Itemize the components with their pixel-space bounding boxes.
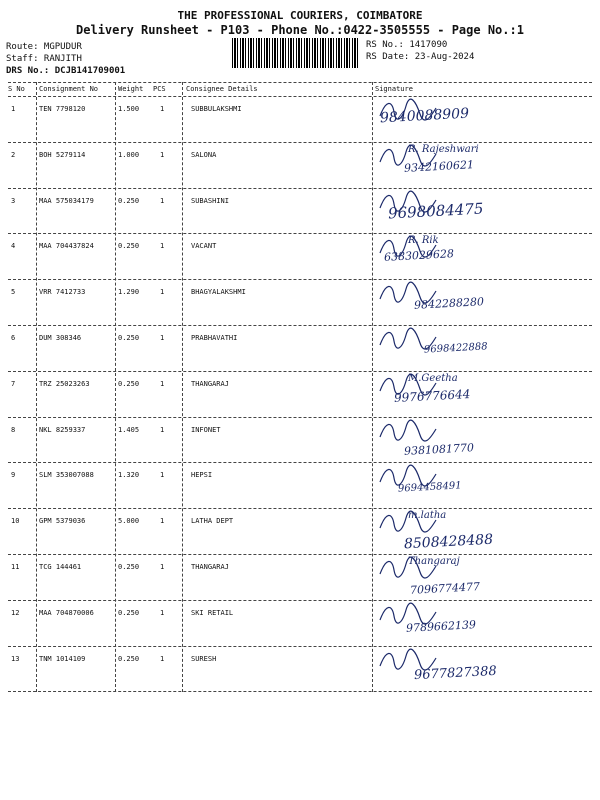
cell-consignee: LATHA DEPT	[191, 517, 234, 526]
cell-weight: 5.000	[118, 517, 140, 526]
cell-consignee: SKI RETAIL	[191, 608, 234, 617]
cell-consignee: BHAGYALAKSHMI	[191, 288, 246, 297]
signature-cell	[374, 417, 590, 463]
cell-sno: 9	[11, 471, 16, 480]
cell-pcs: 1	[160, 654, 165, 663]
signature-phone: 9698422888	[423, 341, 488, 356]
table-row	[8, 600, 592, 646]
signature-name: R. Rik	[408, 235, 439, 247]
signature-cell	[374, 371, 590, 417]
col-header-signature: Signature	[375, 85, 413, 93]
signature-cell	[374, 233, 590, 279]
signature-cell	[374, 646, 590, 692]
cell-sno: 11	[11, 563, 20, 571]
signature-phone: 7096774477	[409, 580, 481, 597]
signature-phone: 9840088909	[379, 105, 470, 127]
cell-weight: 1.500	[118, 105, 140, 113]
cell-weight: 1.405	[118, 425, 140, 434]
cell-consignment: SLM 353007088	[39, 471, 94, 480]
table-row	[8, 142, 592, 188]
cell-weight: 0.250	[118, 242, 140, 251]
col-header-weight: Weight	[118, 85, 144, 93]
cell-weight: 0.250	[118, 608, 140, 617]
rs-date: RS Date: 23-Aug-2024	[366, 52, 475, 62]
signature-cell	[374, 325, 590, 371]
cell-pcs: 1	[160, 105, 165, 113]
staff-label: Staff: RANJITH	[6, 54, 82, 64]
table-row	[8, 279, 592, 325]
signature-phone: 9342160621	[403, 157, 475, 175]
cell-sno: 1	[11, 105, 16, 113]
table-row	[8, 646, 592, 692]
table-row	[8, 371, 592, 417]
cell-consignee: SURESH	[191, 654, 217, 663]
cell-consignment: MAA 704437824	[39, 242, 94, 251]
cell-consignee: SALONA	[191, 150, 217, 159]
runsheet-table	[8, 82, 592, 692]
table-rule	[8, 82, 592, 83]
signature-phone: 8508428488	[403, 531, 494, 553]
cell-pcs: 1	[160, 242, 165, 251]
cell-pcs: 1	[160, 517, 165, 526]
cell-consignee: VACANT	[191, 242, 217, 251]
cell-consignment: BOH 5279114	[39, 150, 86, 159]
cell-consignee: PRABHAVATHI	[191, 334, 238, 342]
col-header-consignee: Consignee Details	[186, 85, 258, 93]
table-row	[8, 554, 592, 600]
signature-name: M.Geetha	[408, 372, 458, 384]
cell-pcs: 1	[160, 425, 165, 434]
signature-phone: 9976776644	[393, 386, 471, 405]
cell-weight: 1.320	[118, 471, 140, 480]
cell-weight: 0.250	[118, 379, 140, 388]
cell-sno: 6	[11, 334, 16, 342]
cell-sno: 2	[11, 150, 16, 159]
cell-consignment: MAA 575034179	[39, 196, 94, 205]
signature-cell	[374, 462, 590, 508]
cell-consignment: TRZ 25023263	[39, 379, 90, 388]
col-header-sno: S No	[8, 85, 25, 93]
cell-sno: 13	[11, 654, 20, 663]
cell-consignment: TEN 7798120	[39, 105, 86, 113]
barcode	[232, 38, 360, 68]
cell-sno: 4	[11, 242, 16, 251]
col-header-pcs: PCS	[153, 85, 166, 93]
cell-consignment: GPM 5379036	[39, 517, 86, 526]
signature-phone: 9789662139	[405, 617, 477, 635]
cell-consignment: DUM 308346	[39, 334, 82, 342]
cell-pcs: 1	[160, 288, 165, 297]
cell-pcs: 1	[160, 471, 165, 480]
cell-pcs: 1	[160, 379, 165, 388]
cell-consignee: INFONET	[191, 425, 221, 434]
table-rule	[8, 691, 592, 692]
table-row	[8, 508, 592, 554]
cell-weight: 0.250	[118, 196, 140, 205]
table-row	[8, 96, 592, 142]
signature-name: m.latha	[408, 510, 447, 522]
table-row	[8, 462, 592, 508]
cell-consignment: TCG 144461	[39, 563, 82, 571]
signature-cell	[374, 554, 590, 600]
route-label: Route: MGPUDUR	[6, 42, 82, 52]
cell-sno: 12	[11, 608, 20, 617]
signature-phone: 9694458491	[397, 480, 462, 496]
runsheet-title: Delivery Runsheet - P103 - Phone No.:0422-3505555 - Page No.:1	[76, 23, 524, 37]
cell-weight: 0.250	[118, 563, 140, 571]
cell-consignee: THANGARAJ	[191, 379, 229, 388]
cell-weight: 1.000	[118, 150, 140, 159]
cell-sno: 3	[11, 196, 16, 205]
cell-weight: 0.250	[118, 334, 140, 342]
cell-pcs: 1	[160, 608, 165, 617]
table-row	[8, 325, 592, 371]
signature-phone: 9842288280	[413, 295, 485, 313]
cell-sno: 5	[11, 288, 16, 297]
signature-phone: 9698084475	[387, 199, 484, 223]
cell-consignee: SUBASHINI	[191, 196, 229, 205]
cell-sno: 7	[11, 379, 16, 388]
cell-weight: 1.290	[118, 288, 140, 297]
cell-sno: 10	[11, 517, 20, 526]
cell-sno: 8	[11, 425, 16, 434]
cell-pcs: 1	[160, 563, 165, 571]
signature-phone: 6383029628	[383, 247, 455, 265]
cell-pcs: 1	[160, 334, 165, 342]
table-row	[8, 188, 592, 234]
signature-name: Thangaraj	[408, 556, 460, 567]
signature-cell	[374, 142, 590, 188]
cell-consignment: NKL 8259337	[39, 425, 86, 434]
cell-consignee: THANGARAJ	[191, 563, 229, 571]
drs-label: DRS No.: DCJB141709001	[6, 66, 126, 76]
cell-consignment: TNM 1014109	[39, 654, 86, 663]
table-row	[8, 417, 592, 463]
cell-weight: 0.250	[118, 654, 140, 663]
signature-cell	[374, 508, 590, 554]
rs-number: RS No.: 1417090	[366, 40, 448, 50]
cell-consignment: MAA 704870006	[39, 608, 94, 617]
col-header-consignment: Consignment No	[39, 85, 99, 93]
signature-phone: 9381081770	[403, 440, 475, 458]
signature-scribble	[378, 419, 438, 443]
cell-consignment: VRR 7412733	[39, 288, 86, 297]
cell-consignee: HEPSI	[191, 471, 213, 480]
cell-pcs: 1	[160, 150, 165, 159]
signature-phone: 9677827388	[413, 663, 498, 683]
signature-cell	[374, 600, 590, 646]
signature-name: R. Rajeshwari	[408, 143, 479, 155]
cell-consignee: SUBBULAKSHMI	[191, 105, 242, 113]
table-row	[8, 233, 592, 279]
company-title: THE PROFESSIONAL COURIERS, COIMBATORE	[177, 9, 423, 22]
signature-cell	[374, 279, 590, 325]
cell-pcs: 1	[160, 196, 165, 205]
signature-cell	[374, 188, 590, 234]
signature-cell	[374, 96, 590, 142]
